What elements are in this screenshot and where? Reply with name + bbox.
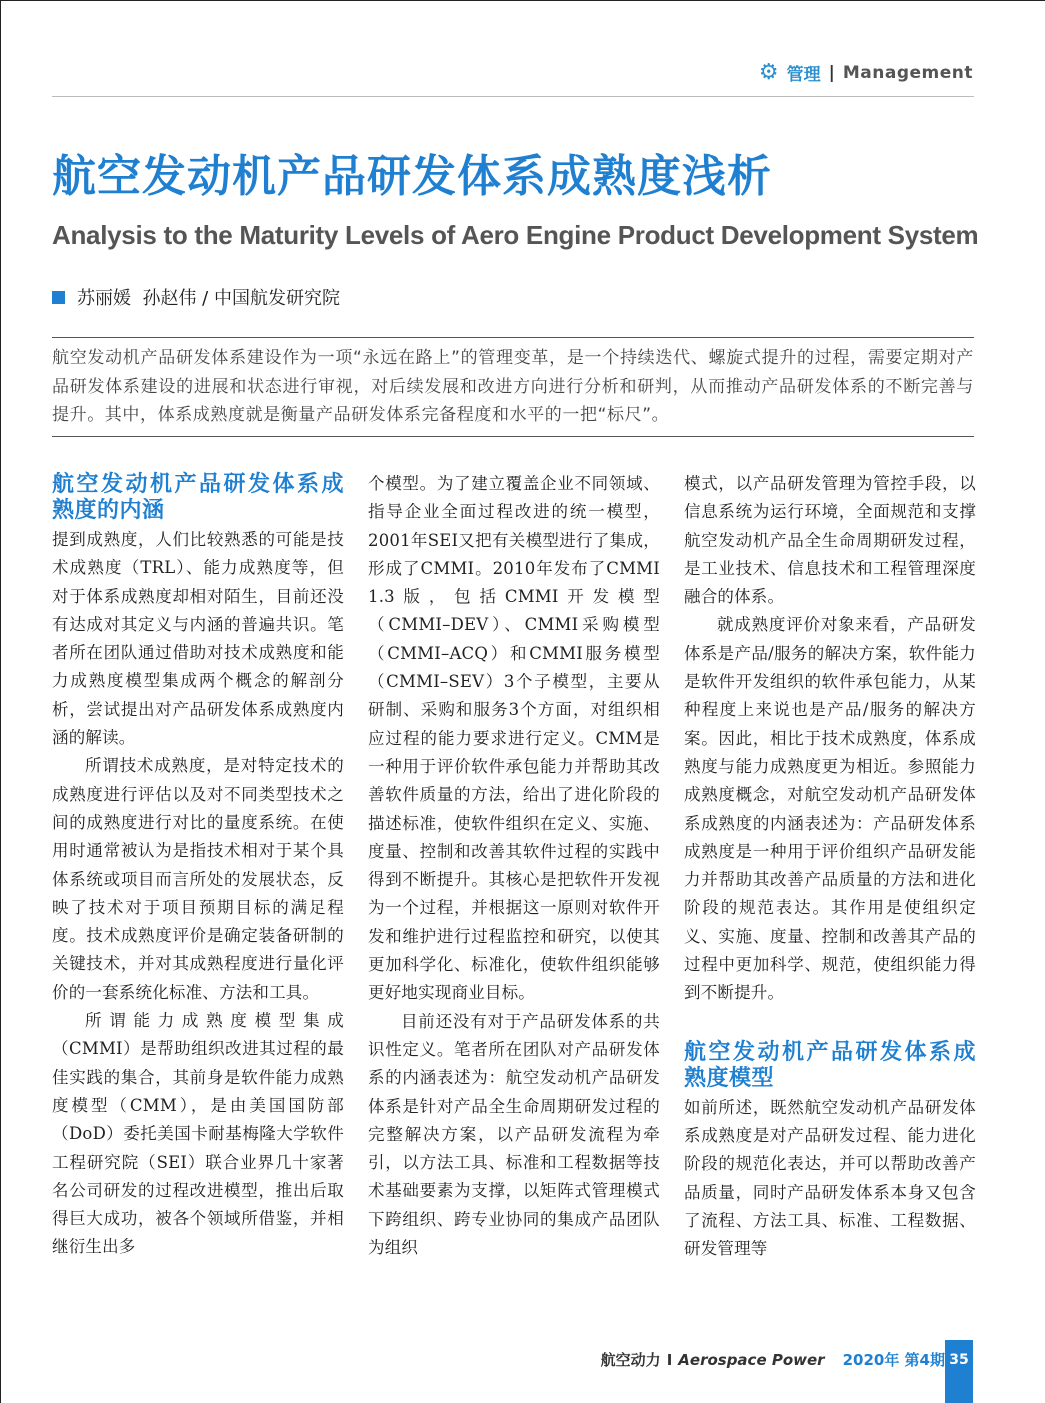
footer-divider: I	[666, 1350, 673, 1369]
magazine-name-zh: 航空动力	[600, 1351, 661, 1369]
paragraph: 所谓技术成熟度，是对特定技术的成熟度进行评估以及对不同类型技术之间的成熟度进行对比的量度系统。在使用时通常被认为是指技术相对于某个具体系统或项目而言所处的发展状态，反映了技术对于项目预期目标的满足程度。技术成熟度评价是确定装备研制的关键技术，并对其成熟程度进行量化评价的一套系统化标准、方法和工具。	[52, 756, 344, 1002]
article-title-zh: 航空发动机产品研发体系成熟度浅析	[52, 151, 772, 202]
article-title-en: Analysis to the Maturity Levels of Aero Engine Product Development System	[52, 220, 979, 250]
abstract-rule-bottom	[52, 436, 974, 437]
page-border-top	[0, 0, 1045, 1]
paragraph: 如前所述，既然航空发动机产品研发体系成熟度是对产品研发过程、能力进化阶段的规范化表达，并可以帮助改善产品质量，同时产品研发体系本身又包含了流程、方法工具、标准、工程数据、研发管理等	[684, 1097, 976, 1259]
issue-label: 2020年 第4期	[842, 1351, 945, 1369]
paragraph: 就成熟度评价对象来看，产品研发体系是产品/服务的解决方案，软件能力是软件开发组织的软件承包能力，从某种程度上来说也是产品/服务的解决方案。因此，相比于技术成熟度，体系成熟度与能力成熟度更为相近。参照能力成熟度概念，对航空发动机产品研发体系成熟度的内涵表述为：产品研发体系成熟度是一种用于评价组织产品研发能力并帮助其改善产品质量的方法和进化阶段的规范表达。其作用是使组织定义、实施、度量、控制和改善其产品的过程中更加科学、规范，使组织能力得到不断提升。	[684, 615, 976, 1003]
abstract-rule-top	[52, 337, 974, 338]
section-tag	[759, 60, 973, 85]
page-border-left	[0, 0, 1, 1403]
page-number: 35	[945, 1340, 973, 1403]
author-names: 苏丽媛 孙赵伟 / 中国航发研究院	[77, 288, 340, 309]
paragraph: 目前还没有对于产品研发体系的共识性定义。笔者所在团队对产品研发体系的内涵表述为：航空发动机产品研发体系是针对产品全生命周期研发过程的完整解决方案，以产品研发流程为牵引，以方法工具、标准和工程数据等技术基础要素为支撑，以矩阵式管理模式下跨组织、跨专业协同的集成产品团队为组织	[368, 1011, 660, 1258]
section-label-zh: 管理	[786, 65, 821, 85]
abstract: 航空发动机产品研发体系建设作为一项“永远在路上”的管理变革，是一个持续迭代、螺旋式提升的过程，需要定期对产品研发体系建设的进展和状态进行审视，对后续发展和改进方向进行分析和研判，从而推动产品研发体系的不断完善与提升。其中，体系成熟度就是衡量产品研发体系完备程度和水平的一把“标尺”。	[52, 348, 974, 425]
paragraph: 所谓能力成熟度模型集成（CMMI）是帮助组织改进其过程的最佳实践的集合，其前身是软件能力成熟度模型（CMM），是由美国国防部（DoD）委托美国卡耐基梅隆大学软件工程研究院（SEI）联合业界几十家著名公司研发的过程改进模型，推出后取得巨大成功，被各个领域所借鉴，并相继衍生出多	[52, 1011, 344, 1257]
paragraph: 提到成熟度，人们比较熟悉的可能是技术成熟度（TRL）、能力成熟度等，但对于体系成熟度却相对陌生，目前还没有达成对其定义与内涵的普遍共识。笔者所在团队通过借助对技术成熟度和能力成熟度模型集成两个概念的解剖分析，尝试提出对产品研发体系成熟度内涵的解读。	[52, 530, 344, 748]
section-heading-connotation: 航空发动机产品研发体系成熟度的内涵	[52, 472, 344, 523]
page-footer	[601, 1349, 945, 1370]
header-rule	[52, 96, 974, 97]
column-2	[368, 470, 660, 1262]
author-line	[52, 284, 340, 310]
section-divider: |	[828, 62, 835, 83]
section-heading-model: 航空发动机产品研发体系成熟度模型	[684, 1039, 976, 1091]
section-label-en: Management	[842, 62, 973, 83]
paragraph: 个模型。为了建立覆盖企业不同领域、指导企业全面过程改进的统一模型，2001年SEI又把有关模型进行了集成，形成了CMMI。2010年发布了CMMI 1.3版，包括CMMI开发模型（CMMI–DEV）、CMMI采购模型（CMMI–ACQ）和CMMI服务模型（CMMI–SEV）3个子模型，主要从研制、采购和服务3个方面，对组织相应过程的能力要求进行定义。CMM是一种用于评价软件承包能力并帮助其改善软件质量的方法，给出了进化阶段的描述标准，使软件组织在定义、实施、度量、控制和改善其软件过程的实践中得到不断提升。其核心是把软件开发视为一个过程，并根据这一原则对软件开发和维护进行过程监控和研究，以使其更加科学化、标准化，使软件组织能够更好地实现商业目标。	[368, 474, 660, 1003]
gear-icon: ⚙	[758, 60, 779, 85]
paragraph: 模式，以产品研发管理为管控手段，以信息系统为运行环境，全面规范和支撑航空发动机产品全生命周期研发过程，是工业技术、信息技术和工程管理深度融合的体系。	[684, 474, 976, 607]
magazine-name-en: Aerospace Power	[678, 1350, 825, 1369]
column-3	[684, 470, 976, 1263]
author-marker-icon	[52, 291, 65, 304]
column-1	[52, 470, 344, 1262]
